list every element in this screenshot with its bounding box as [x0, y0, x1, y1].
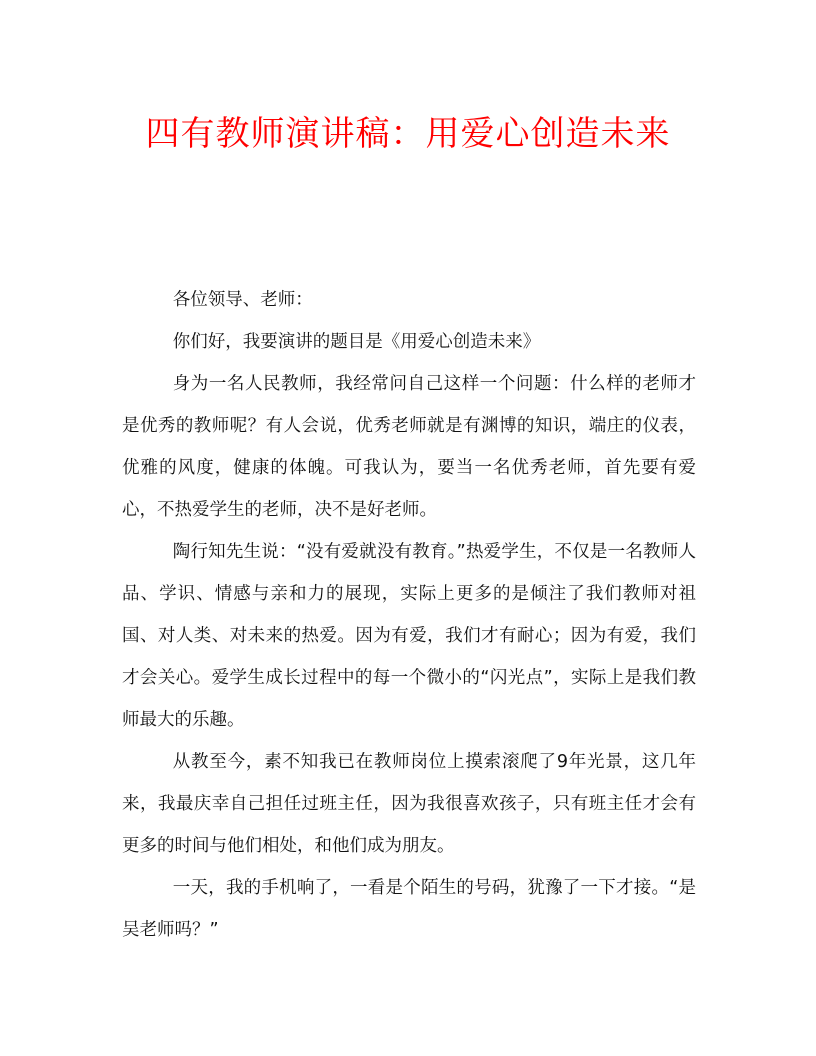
document-body: [122, 279, 696, 951]
paragraph-greeting: 你们好，我要演讲的题目是《用爱心创造未来》: [172, 332, 541, 352]
document-title: 四有教师演讲稿：用爱心创造未来: [145, 114, 671, 154]
paragraph-tao-xingzhi-quote: 陶行知先生说：“没有爱就没有教育。”热爱学生，不仅是一名教师人品、学识、情感与亲和力的展现，实际上更多的是倾注了我们教师对祖国、对人类、对未来的热爱。因为有爱，我们才有耐心；因为有爱，我们才会关心。爱学生成长过程中的每一个微小的“闪光点”，实际上是我们教师最大的乐趣。: [122, 542, 696, 730]
paragraph-question: 身为一名人民教师，我经常问自己这样一个问题：什么样的老师才是优秀的教师呢？有人会说，优秀老师就是有渊博的知识，端庄的仪表，优雅的风度，健康的体魄。可我认为，要当一名优秀老师，首先要有爱心，不热爱学生的老师，决不是好老师。: [122, 374, 696, 520]
paragraph-teaching-years: 从教至今，素不知我已在教师岗位上摸索滚爬了9年光景，这几年来，我最庆幸自己担任过班主任，因为我很喜欢孩子，只有班主任才会有更多的时间与他们相处，和他们成为朋友。: [122, 752, 696, 856]
paragraph-salutation: 各位领导、老师：: [172, 290, 313, 310]
paragraph-phone-call: 一天，我的手机响了，一看是个陌生的号码，犹豫了一下才接。“是吴老师吗？”: [122, 878, 696, 940]
